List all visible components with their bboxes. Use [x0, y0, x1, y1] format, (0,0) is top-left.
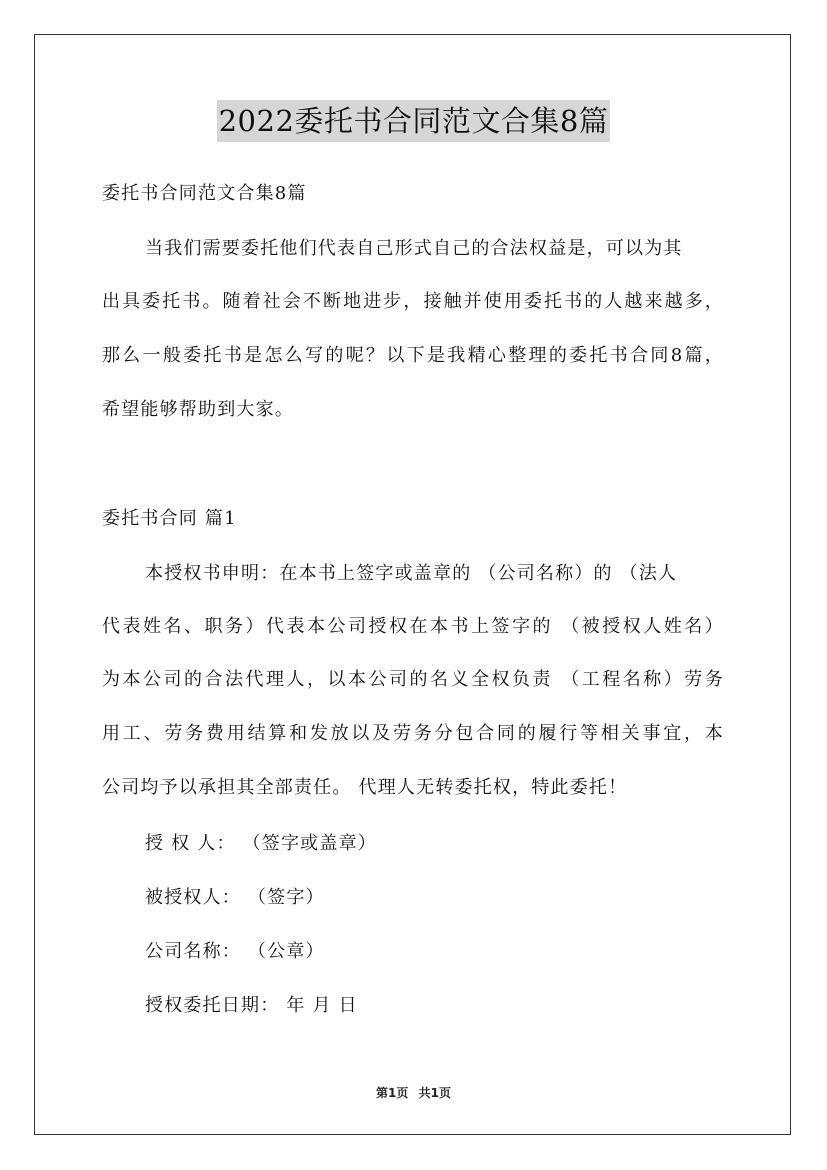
intro-line-1: 当我们需要委托他们代表自己形式自己的合法权益是，可以为其 [145, 238, 683, 259]
subtitle: 委托书合同范文合集8篇 [102, 183, 307, 204]
title-container [0, 100, 827, 142]
field-company: 公司名称： （公章） [145, 941, 325, 962]
field-grantor: 授 权 人： （签字或盖章） [145, 833, 377, 854]
intro-line-2: 出具委托书。随着社会不断地进步，接触并使用委托书的人越来越多， [102, 291, 724, 312]
intro-line-4: 希望能够帮助到大家。 [102, 399, 294, 420]
page-footer [0, 1084, 827, 1101]
field-date: 授权委托日期： 年 月 日 [145, 995, 358, 1016]
field-grantee: 被授权人： （签字） [145, 887, 325, 908]
body-line-2: 代表姓名、职务）代表本公司授权在本书上签字的 （被授权人姓名） [102, 616, 724, 637]
body-line-4: 用工、劳务费用结算和发放以及劳务分包合同的履行等相关事宜，本 [102, 723, 724, 744]
page-number: 第1页 [376, 1086, 409, 1100]
body-line-3: 为本公司的合法代理人，以本公司的名义全权负责 （工程名称）劳务 [102, 669, 724, 690]
intro-line-3: 那么一般委托书是怎么写的呢？以下是我精心整理的委托书合同8篇， [102, 345, 724, 366]
body-line-5: 公司均予以承担其全部责任。 代理人无转委托权，特此委托！ [102, 777, 628, 798]
page-total: 共1页 [418, 1086, 451, 1100]
document-title: 2022委托书合同范文合集8篇 [217, 100, 611, 142]
body-line-1: 本授权书申明：在本书上签字或盖章的 （公司名称）的 （法人 [145, 563, 678, 584]
section-heading: 委托书合同 篇1 [102, 508, 237, 529]
